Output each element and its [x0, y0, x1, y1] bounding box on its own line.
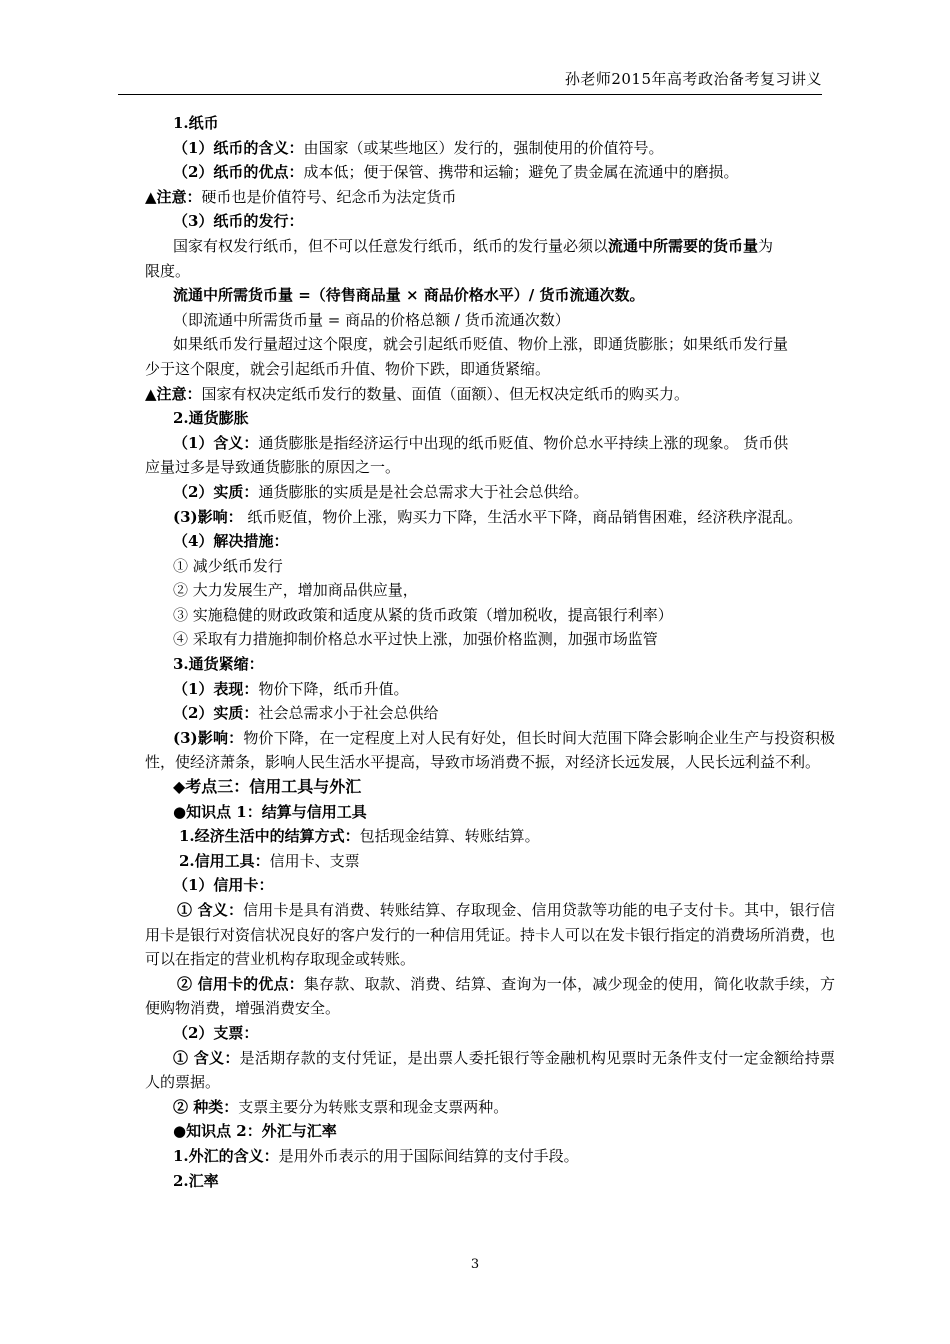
term: ▲注意： [145, 384, 202, 403]
paragraph [145, 1046, 835, 1095]
paragraph [145, 1144, 835, 1169]
subheading: （2）支票： [173, 1023, 259, 1042]
note [145, 185, 835, 210]
note [145, 382, 835, 407]
text: 纸币贬值，物价上涨，购买力下降，生活水平下降，商品销售困难，经济秩序混乱。 [242, 507, 803, 526]
paragraph-continuation: 限度。 [145, 261, 191, 280]
formula-note: （即流通中所需货币量 = 商品的价格总额 / 货币流通次数） [173, 310, 570, 329]
term: （1）表现： [173, 679, 259, 698]
text: 包括现金结算、转账结算。 [359, 827, 540, 846]
list-item: ② 大力发展生产，增加商品供应量， [173, 581, 418, 600]
term: ① 含义： [173, 1048, 240, 1067]
paragraph [145, 898, 835, 972]
section-exchange-rate: 2.汇率 [173, 1171, 219, 1190]
paragraph [145, 234, 835, 259]
text: 硬币也是价值符号、纪念币为法定货币 [201, 187, 457, 206]
text: 国家有权发行纸币，但不可以任意发行纸币，纸币的发行量必须以 [173, 236, 609, 255]
paragraph-continuation: 应量过多是导致通货膨胀的原因之一。 [145, 458, 401, 477]
knowledge-point-heading: ●知识点 1：结算与信用工具 [173, 802, 367, 821]
knowledge-point-heading: ●知识点 2：外汇与汇率 [173, 1122, 337, 1141]
section-paper-money: 1.纸币 [173, 114, 219, 132]
term: （2）实质： [173, 704, 259, 723]
paragraph [145, 972, 835, 1021]
paragraph [145, 431, 835, 456]
page-header [118, 68, 822, 95]
text: 信用卡是具有消费、转账结算、存取现金、信用贷款等功能的电子支付卡。其中，银行信用卡是银行对资信状况良好的客户发行的一种信用凭证。持卡人可以在发卡银行指定的消费场所消费，也可以在指定的营业机构存取现金或转账。 [145, 901, 836, 969]
term: （1）含义： [173, 433, 259, 452]
paragraph [145, 677, 835, 702]
text: 由国家（或某些地区）发行的，强制使用的价值符号。 [303, 138, 664, 157]
paragraph [145, 1095, 835, 1120]
text: 支票主要分为转账支票和现金支票两种。 [238, 1097, 509, 1116]
paragraph [145, 505, 835, 530]
term: ② 信用卡的优点： [177, 974, 304, 993]
subheading: （4）解决措施： [173, 532, 289, 551]
text: 物价下降，纸币升值。 [258, 679, 409, 698]
term: （2）实质： [173, 482, 259, 501]
text: 国家有权决定纸币发行的数量、面值（面额）、但无权决定纸币的购买力。 [201, 384, 690, 403]
text: 为 [758, 236, 774, 255]
term: 2.信用工具： [179, 851, 270, 870]
term: 1.外汇的含义： [173, 1146, 279, 1165]
text: 信用卡、支票 [269, 851, 360, 870]
list-item: ③ 实施稳健的财政政策和适度从紧的货币政策（增加税收，提高银行利率） [173, 605, 673, 624]
subheading: （3）纸币的发行： [173, 212, 304, 231]
paragraph [145, 726, 835, 775]
text: 通货膨胀是指经济运行中出现的纸币贬值、物价总水平持续上涨的现象。 货币供 [258, 433, 789, 452]
term: ① 含义： [177, 901, 244, 919]
text: 物价下降，在一定程度上对人民有好处，但长时间大范围下降会影响企业生产与投资积极性，使经济萧条，影响人民生活水平提高，导致市场消费不振，对经济长远发展，人民长远利益不利。 [145, 728, 835, 772]
text: 社会总需求小于社会总供给 [258, 704, 439, 723]
paragraph [145, 480, 835, 505]
page-number: 3 [470, 1257, 480, 1272]
term: ② 种类： [173, 1097, 239, 1116]
term: ▲注意： [145, 187, 202, 206]
subheading: （1）信用卡： [173, 876, 274, 895]
text: 成本低；便于保管、携带和运输；避免了贵金属在流通中的磨损。 [303, 163, 739, 182]
header-title: 孙老师2015年高考政治备考复习讲义 [564, 70, 822, 88]
section-deflation: 3.通货紧缩： [173, 655, 264, 674]
paragraph-continuation: 少于这个限度，就会引起纸币升值、物价下跌，即通货紧缩。 [145, 359, 551, 378]
term: (3)影响： [173, 507, 243, 526]
term: （1）纸币的含义： [173, 138, 304, 157]
list-item: ④ 采取有力措施抑制价格总水平过快上涨，加强价格监测，加强市场监管 [173, 630, 658, 649]
paragraph [145, 824, 835, 849]
formula: 流通中所需货币量 =（待售商品量 × 商品价格水平）/ 货币流通次数。 [173, 286, 645, 305]
text: 是活期存款的支付凭证，是出票人委托银行等金融机构见票时无条件支付一定金额给持票人的票据。 [145, 1048, 835, 1092]
paragraph [145, 160, 835, 185]
term: （2）纸币的优点： [173, 163, 304, 182]
paragraph [145, 701, 835, 726]
paragraph [145, 136, 835, 161]
document-body [145, 111, 835, 1193]
term: 流通中所需要的货币量 [608, 236, 759, 255]
text: 集存款、取款、消费、结算、查询为一体，减少现金的使用，简化收款手续，方便购物消费，增强消费安全。 [145, 974, 835, 1018]
term: 1.经济生活中的结算方式： [179, 827, 360, 846]
paragraph: 如果纸币发行量超过这个限度，就会引起纸币贬值、物价上涨，即通货膨胀；如果纸币发行量 [173, 335, 789, 354]
list-item: ① 减少纸币发行 [173, 556, 283, 575]
term: (3)影响： [173, 728, 244, 747]
text: 是用外币表示的用于国际间结算的支付手段。 [278, 1146, 579, 1165]
text: 通货膨胀的实质是是社会总需求大于社会总供给。 [258, 482, 589, 501]
topic-heading: ◆考点三：信用工具与外汇 [173, 777, 362, 797]
section-inflation: 2.通货膨胀 [173, 409, 249, 428]
paragraph [145, 849, 835, 874]
